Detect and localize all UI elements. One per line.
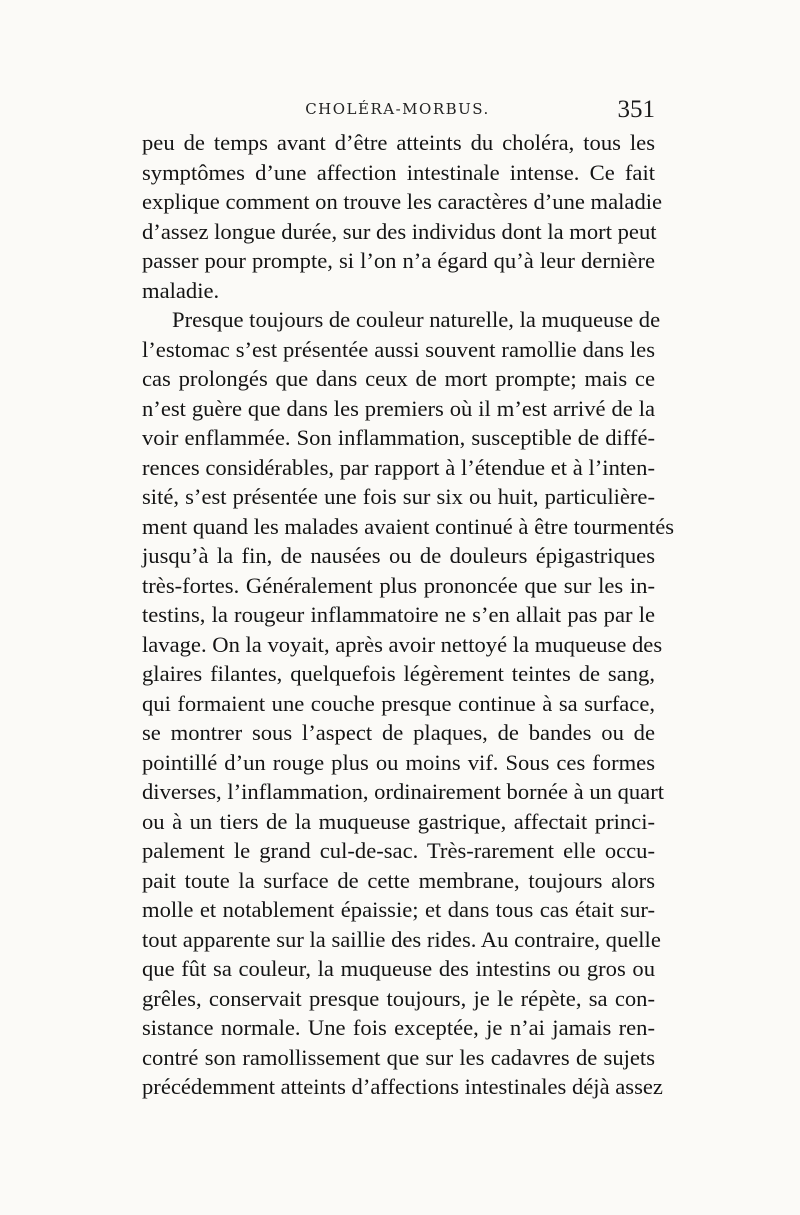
page-number: 351 [617,96,655,123]
text-line: n’est guère que dans les premiers où il m’est arrivé de la [142,395,655,421]
text-line: l’estomac s’est présentée aussi souvent ramollie dans les [142,336,655,362]
text-line: molle et notablement épaissie; et dans tous cas était sur- [142,897,655,922]
text-line: sité, s’est présentée une fois sur six ou huit, particulière- [142,484,655,509]
text-line: testins, la rougeur inflammatoire ne s’en allait pas par le [142,602,655,627]
text-line: ou à un tiers de la muqueuse gastrique, affectait princi- [142,808,655,834]
text-line: jusqu’à la fin, de nausées ou de douleurs épigastriques [142,543,655,568]
text-line: diverses, l’inflammation, ordinairement bornée à un quart [142,779,664,804]
text-line: sistance normale. Une fois exceptée, je n’ai jamais ren- [142,1015,655,1040]
running-title: CHOLÉRA-MORBUS. [305,100,490,118]
text-line: explique comment on trouve les caractères d’une maladie [142,189,663,214]
paragraph-start-line: Presque toujours de couleur naturelle, la muqueuse de [172,307,661,332]
text-line: qui formaient une couche presque continue à sa surface, [142,690,655,716]
text-line: se montrer sous l’aspect de plaques, de bandes ou de [142,720,655,745]
text-line: précédemment atteints d’affections intestinales déjà assez [142,1074,663,1099]
text-line: palement le grand cul-de-sac. Très-rarement elle occu- [142,838,655,863]
text-line: cas prolongés que dans ceux de mort prompte; mais ce [142,366,655,391]
text-line: lavage. On la voyait, après avoir nettoyé la muqueuse des [142,631,663,657]
text-line: passer pour prompte, si l’on n’a égard qu’à leur dernière [142,248,655,273]
text-line: voir enflammée. Son inflammation, susceptible de diffé- [142,425,655,450]
text-line: très-fortes. Généralement plus prononcée que sur les in- [142,572,655,598]
text-line: contré son ramollissement que sur les cadavres de sujets [142,1044,655,1070]
text-line: ment quand les malades avaient continué à être tourmentés [142,513,675,539]
text-line: glaires filantes, quelquefois légèrement teintes de sang, [142,661,655,686]
text-line: peu de temps avant d’être atteints du choléra, tous les [142,130,655,155]
running-head [140,96,655,126]
text-line: grêles, conservait presque toujours, je le répète, sa con- [142,985,655,1011]
text-line: d’assez longue durée, sur des individus dont la mort peut [142,218,657,244]
body-text [142,128,675,1102]
text-line: que fût sa couleur, la muqueuse des intestins ou gros ou [142,956,655,981]
text-line: pointillé d’un rouge plus ou moins vif. Sous ces formes [142,749,655,775]
paragraph-end-line: maladie. [142,277,220,303]
text-line: symptômes d’une affection intestinale intense. Ce fait [142,159,655,185]
text-line: tout apparente sur la saillie des rides. Au contraire, quelle [142,926,661,952]
text-line: pait toute la surface de cette membrane, toujours alors [142,867,655,893]
text-line: rences considérables, par rapport à l’étendue et à l’inten- [142,454,655,480]
